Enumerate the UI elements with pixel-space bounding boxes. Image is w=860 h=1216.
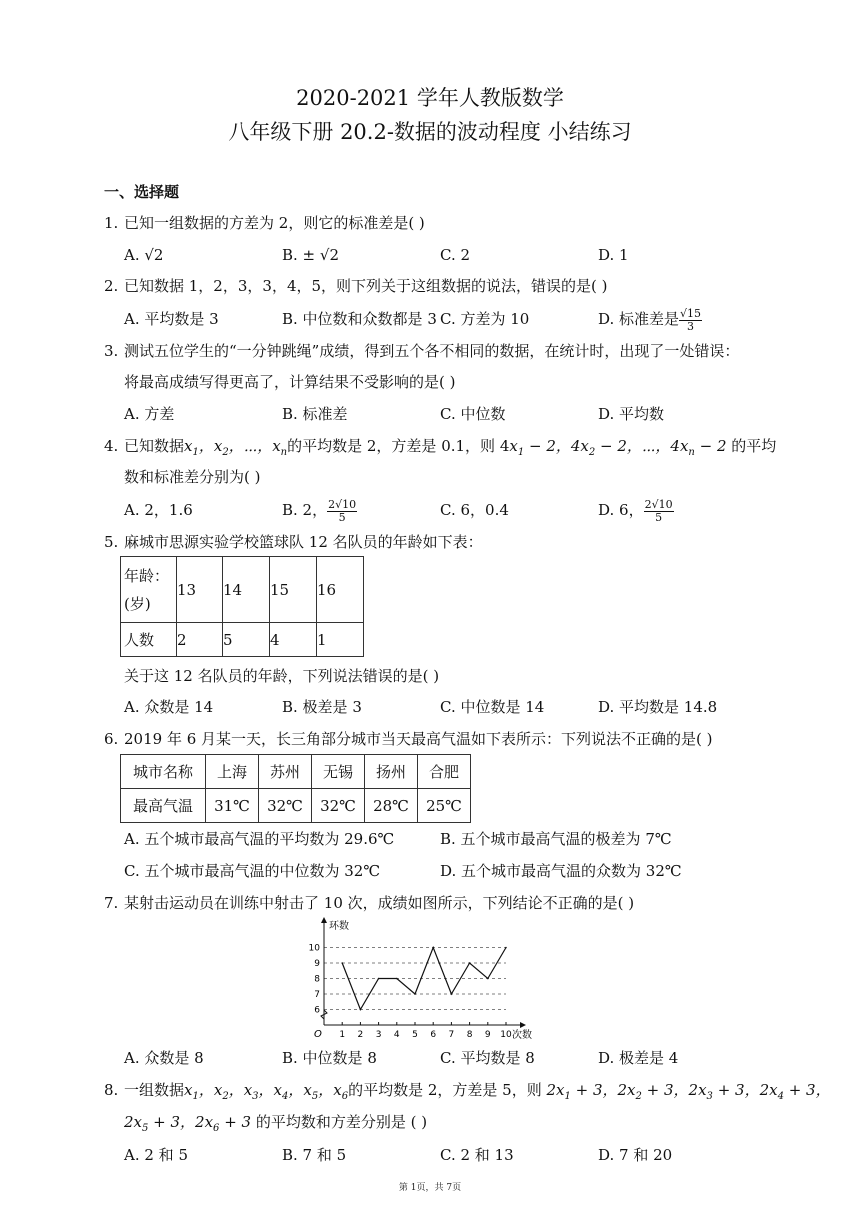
option-c[interactable]: C. 平均数是 8 (440, 1049, 535, 1067)
fraction (327, 499, 357, 524)
fraction-numerator: 2√10 (644, 497, 673, 511)
y-tick-label: 9 (314, 959, 320, 969)
page-footer: 第 1页，共 7页 (398, 1183, 462, 1193)
fraction-denominator: 5 (338, 510, 346, 524)
y-tick-label: 7 (314, 990, 320, 1000)
fraction (679, 308, 702, 333)
x-tick-label: 5 (412, 1030, 418, 1040)
x-tick-label: 8 (466, 1030, 473, 1040)
question-text: 已知一组数据的方差为 2，则它的标准差是( ) (124, 214, 425, 232)
option-d-text: D. 6， (598, 501, 644, 519)
option-b[interactable]: B. 极差是 3 (282, 698, 362, 716)
origin-label: O (314, 1029, 322, 1040)
question-number: 7. (104, 894, 119, 912)
fraction-numerator: 2√10 (328, 497, 357, 511)
option-d-text: D. 标准差是 (598, 310, 680, 328)
table-header-line1: 年龄： (124, 566, 170, 585)
data-point (469, 962, 471, 964)
math-expr: $x_1$，$x_2$，$x_3$，$x_4$，$x_5$，$x_6$ (184, 1081, 349, 1102)
table-cell: 32℃ (259, 789, 312, 823)
table-row-label: 人数 (121, 623, 177, 657)
x-axis-arrow (520, 1022, 526, 1028)
question-number: 4. (104, 437, 119, 455)
table-cell: 15 (270, 557, 317, 623)
question-number: 1. (104, 214, 119, 232)
question-number: 2. (104, 277, 119, 295)
question-text-cont (124, 1112, 427, 1139)
option-c[interactable]: C. 6，0.4 (440, 501, 509, 519)
question-text-c: 的平均 (731, 437, 777, 455)
table-row-label: 最高气温 (121, 789, 206, 823)
y-axis-label: 环数 (329, 921, 349, 932)
fraction (644, 499, 674, 524)
data-point (451, 993, 453, 995)
data-point (360, 1009, 362, 1011)
question-text-b: 的平均数是 2，方差是 0.1，则 4 (287, 437, 510, 455)
option-a[interactable]: A. 五个城市最高气温的平均数为 29.6℃ (124, 830, 395, 848)
question-text-b: 的平均数是 2，方差是 5，则 (348, 1081, 542, 1099)
age-table (120, 556, 364, 657)
page-title-line2: 八年级下册 20.2-数据的波动程度 小结练习 (228, 120, 632, 144)
table-cell: 5 (223, 623, 270, 657)
option-c[interactable]: C. 五个城市最高气温的中位数为 32℃ (124, 862, 381, 880)
table-cell: 1 (317, 623, 364, 657)
option-d[interactable] (598, 493, 674, 527)
option-a[interactable]: A. 2，1.6 (124, 501, 193, 519)
x-tick-label: 10 (500, 1030, 512, 1040)
question-text: 某射击运动员在训练中射击了 10 次，成绩如图所示，下列结论不正确的是( ) (124, 894, 635, 912)
y-tick-label: 8 (314, 974, 320, 985)
option-d[interactable]: D. 五个城市最高气温的众数为 32℃ (440, 862, 682, 880)
data-point (432, 947, 434, 949)
option-b[interactable]: B. 中位数和众数都是 3 (282, 310, 437, 328)
table-cell: 合肥 (418, 755, 471, 789)
data-point (487, 978, 489, 980)
x-tick-label: 6 (430, 1030, 437, 1040)
option-a[interactable]: A. √2 (124, 246, 164, 264)
table-cell: 苏州 (259, 755, 312, 789)
y-tick-label: 10 (308, 943, 320, 954)
table-cell: 31℃ (206, 789, 259, 823)
option-d[interactable]: D. 7 和 20 (598, 1146, 673, 1164)
x-tick-label: 3 (375, 1030, 382, 1040)
table-cell: 28℃ (365, 789, 418, 823)
table-header-line2: (岁) (124, 594, 151, 613)
table-cell: 上海 (206, 755, 259, 789)
question-5 (104, 532, 483, 552)
data-point (505, 947, 507, 949)
shooting-score-chart (300, 915, 560, 1040)
option-c[interactable]: C. 2 (440, 246, 471, 264)
option-b[interactable] (282, 493, 357, 527)
table-cell: 无锡 (312, 755, 365, 789)
table-cell: 13 (177, 557, 223, 623)
temperature-table (120, 754, 471, 823)
option-a[interactable]: A. 众数是 8 (124, 1049, 204, 1067)
option-b-text: B. 2， (282, 501, 328, 519)
option-d[interactable]: D. 平均数是 14.8 (598, 698, 718, 716)
question-text-cont: 关于这 12 名队员的年龄，下列说法错误的是( ) (124, 667, 440, 685)
page-title-line1: 2020-2021 学年人教版数学 (296, 86, 564, 110)
option-a[interactable]: A. 方差 (124, 405, 175, 423)
option-d[interactable]: D. 平均数 (598, 405, 665, 423)
option-b[interactable]: B. ± √2 (282, 246, 339, 264)
x-tick-label: 2 (357, 1030, 364, 1040)
option-b[interactable]: B. 7 和 5 (282, 1146, 347, 1164)
data-point (396, 978, 398, 980)
question-text-a: 已知数据 (124, 437, 185, 455)
question-2 (104, 276, 608, 296)
fraction-denominator: 5 (655, 510, 663, 524)
question-4 (104, 436, 776, 463)
math-expr: $x_1 - 2$，$4x_2 - 2$，⋯，$4x_n - 2$ (509, 437, 732, 458)
question-text: 2019 年 6 月某一天，长三角部分城市当天最高气温如下表所示：下列说法不正确的是( ) (124, 730, 713, 748)
question-text-a: 一组数据 (124, 1081, 185, 1099)
option-a[interactable]: A. 2 和 5 (124, 1146, 188, 1164)
question-number: 5. (104, 533, 119, 551)
question-text: 已知数据 1，2，3，3，4，5，则下列关于这组数据的说法，错误的是( ) (124, 277, 608, 295)
question-text-cont: 数和标准差分别为( ) (124, 468, 261, 486)
table-cell: 32℃ (312, 789, 365, 823)
table-cell: 25℃ (418, 789, 471, 823)
math-expr: $2x_5 + 3$，$2x_6 + 3$ (124, 1113, 256, 1134)
question-3 (104, 341, 739, 361)
option-c[interactable]: C. 中位数 (440, 405, 506, 423)
question-text: 测试五位学生的“一分钟跳绳”成绩，得到五个各不相同的数据，在统计时，出现了一处错误： (124, 342, 740, 360)
fraction-numerator: √15 (680, 306, 702, 320)
data-point (341, 962, 343, 964)
question-number: 8. (104, 1081, 119, 1099)
question-6 (104, 729, 713, 749)
option-c[interactable]: C. 方差为 10 (440, 310, 530, 328)
option-c[interactable]: C. 2 和 13 (440, 1146, 514, 1164)
option-d[interactable] (598, 302, 702, 336)
option-b[interactable]: B. 标准差 (282, 405, 348, 423)
x-tick-label: 4 (393, 1030, 400, 1040)
option-b[interactable]: B. 中位数是 8 (282, 1049, 377, 1067)
fraction-denominator: 3 (687, 319, 695, 333)
x-tick-label: 9 (484, 1030, 491, 1040)
table-cell: 扬州 (365, 755, 418, 789)
section-heading: 一、选择题 (104, 183, 180, 201)
x-axis-label: 次数 (512, 1030, 532, 1040)
question-text-c: 的平均数和方差分别是 ( ) (255, 1113, 428, 1131)
table-header-cell (121, 557, 177, 623)
y-tick-label: 6 (314, 1005, 320, 1016)
question-text: 麻城市思源实验学校篮球队 12 名队员的年龄如下表： (124, 533, 483, 551)
option-d[interactable]: D. 1 (598, 246, 629, 264)
question-8 (104, 1080, 831, 1107)
math-expr: $2x_1 + 3$，$2x_2 + 3$，$2x_3 + 3$，$2x_4 + 3$， (541, 1081, 831, 1102)
table-cell: 14 (223, 557, 270, 623)
option-c[interactable]: C. 中位数是 14 (440, 698, 545, 716)
option-b[interactable]: B. 五个城市最高气温的极差为 7℃ (440, 830, 672, 848)
option-d[interactable]: D. 极差是 4 (598, 1049, 679, 1067)
x-tick-label: 1 (339, 1030, 346, 1040)
x-tick-label: 7 (448, 1030, 455, 1040)
question-text-cont: 将最高成绩写得更高了，计算结果不受影响的是( ) (124, 373, 456, 391)
table-header-cell: 城市名称 (121, 755, 206, 789)
question-number: 6. (104, 730, 119, 748)
table-cell: 16 (317, 557, 364, 623)
option-a[interactable]: A. 众数是 14 (124, 698, 214, 716)
y-axis-arrow (321, 917, 327, 923)
question-1 (104, 213, 425, 233)
table-cell: 2 (177, 623, 223, 657)
table-cell: 4 (270, 623, 317, 657)
question-7 (104, 893, 634, 913)
data-point (378, 978, 380, 980)
question-number: 3. (104, 342, 119, 360)
data-point (414, 993, 416, 995)
math-expr: $x_1$，$x_2$，⋯，$x_n$ (184, 437, 288, 458)
option-a[interactable]: A. 平均数是 3 (124, 310, 219, 328)
